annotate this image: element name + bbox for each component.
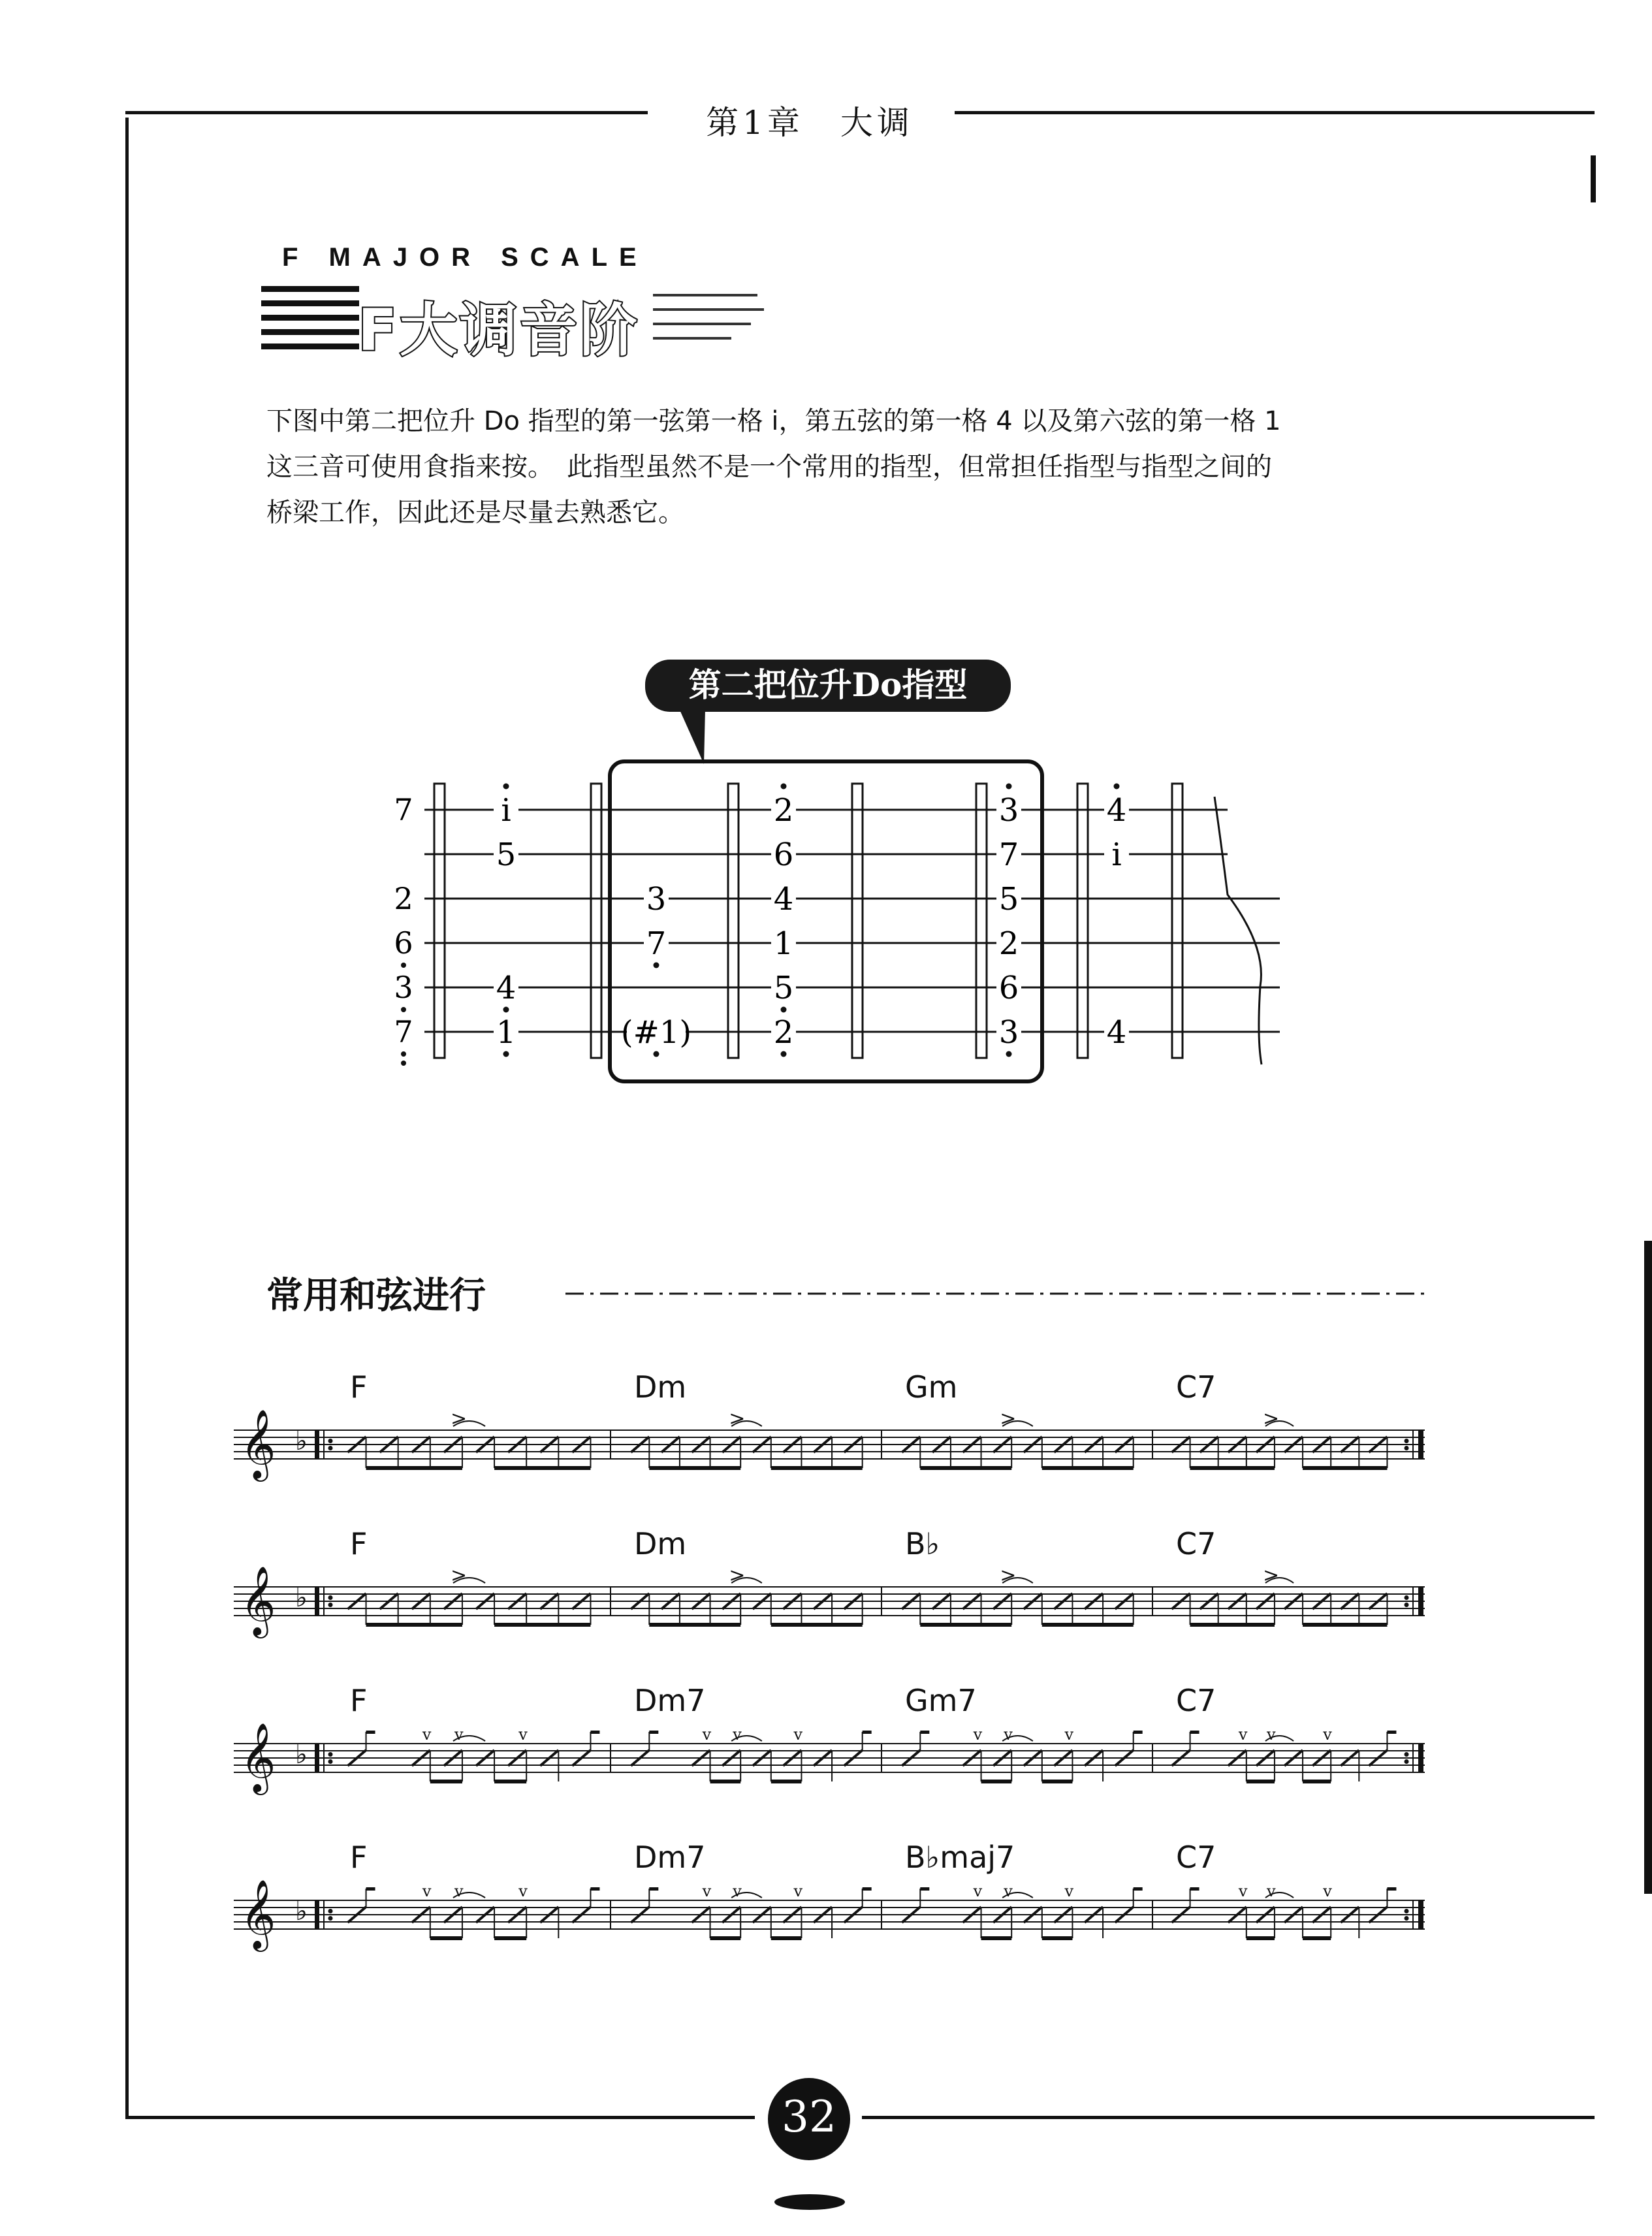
repeat-thick-bar (1418, 1430, 1423, 1459)
chord-symbol: Dm (634, 1526, 687, 1561)
beam (771, 1466, 863, 1470)
footer-rule-right (862, 2116, 1595, 2119)
flag (366, 1731, 375, 1734)
fret-note: 3 (998, 792, 1019, 829)
key-signature-flat: ♭ (295, 1740, 308, 1770)
beam (1303, 1623, 1387, 1627)
low-octave-dot (503, 1007, 509, 1013)
beam (1303, 1780, 1331, 1783)
beam (981, 1936, 1012, 1940)
repeat-dot (328, 1759, 333, 1764)
high-octave-dot (503, 784, 509, 790)
chord-symbol: C7 (1176, 1840, 1216, 1875)
low-octave-dot (654, 963, 659, 968)
flag (1134, 1887, 1143, 1891)
chord-symbol: C7 (1176, 1683, 1216, 1718)
low-octave-dot (781, 1051, 787, 1057)
open-string-label: 7 (394, 1014, 413, 1049)
accent-mark: > (450, 1564, 468, 1587)
beam (494, 1936, 526, 1940)
high-octave-dot (1114, 784, 1120, 790)
repeat-dot (328, 1446, 333, 1450)
repeat-dot (328, 1595, 333, 1600)
high-octave-dot (1006, 784, 1012, 790)
flag (1387, 1731, 1396, 1734)
fret-note: 3 (646, 881, 667, 918)
beam (430, 1780, 462, 1783)
fret-note: (#1) (620, 1014, 692, 1051)
flag (863, 1731, 872, 1734)
fret-note: 1 (496, 1014, 516, 1051)
open-string-label: 2 (394, 881, 413, 916)
treble-clef: 𝄞 (240, 1565, 276, 1635)
intro-line-3: 桥梁工作，因此还是尽量去熟悉它。 (266, 498, 684, 528)
beam (1042, 1623, 1134, 1627)
fretboard-edge (1215, 797, 1262, 1064)
repeat-thick-bar (315, 1430, 319, 1459)
fret-note: 7 (998, 837, 1019, 873)
fret-note: 5 (998, 881, 1019, 918)
chord-symbol: Gm7 (905, 1683, 977, 1718)
fret-bar (1077, 784, 1088, 1058)
progressions-title: 常用和弦进行 (266, 1275, 486, 1317)
beam (649, 1466, 740, 1470)
key-signature-flat: ♭ (295, 1583, 308, 1613)
accent-mark: > (1000, 1564, 1017, 1587)
flag (920, 1731, 929, 1734)
beam (649, 1623, 740, 1627)
chapter-title: 第1章 大调 (706, 104, 913, 142)
repeat-dot (1405, 1603, 1409, 1607)
repeat-dot (1405, 1916, 1409, 1921)
upstroke-mark: v (733, 1882, 742, 1900)
chord-symbol: B♭maj7 (905, 1840, 1015, 1875)
open-string-label: 3 (394, 970, 413, 1005)
page-frame-left (125, 118, 129, 2116)
upstroke-mark: v (1323, 1725, 1332, 1744)
upstroke-mark: v (702, 1725, 712, 1744)
beam (1042, 1780, 1073, 1783)
staff-row (234, 1840, 1425, 1952)
low-octave-dot (654, 1051, 659, 1057)
chord-symbol: C7 (1176, 1369, 1216, 1405)
upstroke-mark: v (1238, 1725, 1248, 1744)
chord-symbol: Dm7 (634, 1840, 706, 1875)
fret-bar (852, 784, 863, 1058)
progression-staves (222, 1358, 1450, 1985)
repeat-dot (1405, 1446, 1409, 1450)
fret-note: i (1111, 837, 1122, 873)
treble-clef: 𝄞 (240, 1879, 276, 1949)
header-rule-left (125, 111, 648, 114)
accent-mark: > (729, 1407, 746, 1430)
fret-note: 2 (773, 792, 794, 829)
page-number-shadow (774, 2194, 845, 2210)
upstroke-mark: v (702, 1882, 712, 1900)
flag (1387, 1887, 1396, 1891)
repeat-thick-bar (315, 1900, 319, 1929)
fret-note: 5 (773, 970, 794, 1006)
fret-note: 4 (1106, 1014, 1127, 1051)
upstroke-mark: v (422, 1882, 432, 1900)
fret-note: 2 (998, 925, 1019, 962)
fret-note: 1 (773, 925, 794, 962)
upstroke-mark: v (793, 1725, 802, 1744)
callout-label: 第二把位升Do指型 (688, 665, 968, 704)
open-string-label: 7 (394, 792, 413, 827)
beam (1247, 1780, 1275, 1783)
upstroke-mark: v (1064, 1882, 1073, 1900)
footer-rule-left (125, 2116, 755, 2119)
fret-note: 3 (998, 1014, 1019, 1051)
beam (771, 1936, 802, 1940)
fret-note: 6 (998, 970, 1019, 1006)
upstroke-mark: v (973, 1725, 983, 1744)
flag (1190, 1887, 1199, 1891)
repeat-dot (328, 1916, 333, 1921)
fret-bar (976, 784, 987, 1058)
beam (710, 1780, 741, 1783)
beam (1190, 1623, 1275, 1627)
beam (366, 1466, 462, 1470)
header-rule-right (955, 111, 1595, 114)
section-title: F大调音阶 (358, 296, 641, 364)
low-octave-dot (401, 963, 406, 968)
chord-symbol: F (350, 1526, 368, 1561)
beam (366, 1623, 462, 1627)
beam (1190, 1466, 1275, 1470)
repeat-dot (1405, 1439, 1409, 1443)
low-octave-dot (401, 1061, 406, 1066)
upstroke-mark: v (1004, 1882, 1013, 1900)
flag (366, 1887, 375, 1891)
accent-mark: > (450, 1407, 468, 1430)
low-octave-dot (503, 1051, 509, 1057)
fret-bar (434, 784, 445, 1058)
low-octave-dot (401, 1051, 406, 1057)
beam (494, 1780, 526, 1783)
fret-note: 7 (646, 925, 667, 962)
repeat-thick-bar (1418, 1900, 1423, 1929)
upstroke-mark: v (422, 1725, 432, 1744)
staff-row (234, 1683, 1425, 1795)
repeat-dot (328, 1439, 333, 1443)
chord-symbol: Dm (634, 1369, 687, 1405)
upstroke-mark: v (518, 1882, 528, 1900)
upstroke-mark: v (454, 1725, 464, 1744)
flag (649, 1887, 658, 1891)
chord-symbol: Dm7 (634, 1683, 706, 1718)
repeat-dot (1405, 1752, 1409, 1757)
beam (494, 1466, 590, 1470)
repeat-dot (1405, 1759, 1409, 1764)
beam (981, 1780, 1012, 1783)
page-number: 32 (768, 2078, 850, 2160)
beam (1247, 1936, 1275, 1940)
accent-mark: > (1262, 1564, 1280, 1587)
upstroke-mark: v (518, 1725, 528, 1744)
title-dash-rule (565, 1290, 1427, 1297)
upstroke-mark: v (1266, 1725, 1276, 1744)
intro-line-1: 下图中第二把位升 Do 指型的第一弦第一格 i，第五弦的第一格 4 以及第六弦的第一格 1 (266, 406, 1281, 436)
intro-paragraph (266, 398, 1429, 535)
fret-note: i (501, 792, 511, 829)
flag (649, 1731, 658, 1734)
beam (771, 1780, 802, 1783)
repeat-dot (1405, 1595, 1409, 1600)
chord-symbol: C7 (1176, 1526, 1216, 1561)
beam (430, 1936, 462, 1940)
beam (920, 1623, 1011, 1627)
high-octave-dot (781, 784, 787, 790)
beam (710, 1936, 741, 1940)
chord-symbol: F (350, 1840, 368, 1875)
fret-bar (728, 784, 739, 1058)
upstroke-mark: v (733, 1725, 742, 1744)
flag (590, 1731, 599, 1734)
flag (1134, 1731, 1143, 1734)
repeat-dot (1405, 1909, 1409, 1913)
repeat-dot (328, 1752, 333, 1757)
upstroke-mark: v (793, 1882, 802, 1900)
upstroke-mark: v (454, 1882, 464, 1900)
staff-row (234, 1526, 1425, 1638)
upstroke-mark: v (1004, 1725, 1013, 1744)
fret-note: 4 (1106, 792, 1127, 829)
chapter-side-mark (1591, 155, 1596, 202)
callout-pointer (679, 709, 705, 764)
flag (1190, 1731, 1199, 1734)
fret-note: 2 (773, 1014, 794, 1051)
fret-note: 5 (496, 837, 516, 873)
accent-mark: > (1262, 1407, 1280, 1430)
low-octave-dot (781, 1007, 787, 1013)
flag (920, 1887, 929, 1891)
beam (1042, 1466, 1134, 1470)
accent-mark: > (1000, 1407, 1017, 1430)
fretboard-diagram (366, 647, 1306, 1104)
treble-clef: 𝄞 (240, 1722, 276, 1792)
upstroke-mark: v (1323, 1882, 1332, 1900)
chord-symbol: F (350, 1683, 368, 1718)
repeat-dot (328, 1909, 333, 1913)
fret-note: 4 (496, 970, 516, 1006)
beam (1303, 1466, 1387, 1470)
repeat-thick-bar (315, 1587, 319, 1616)
chord-symbol: F (350, 1369, 368, 1405)
fret-note: 4 (773, 881, 794, 918)
beam (771, 1623, 863, 1627)
open-string-label: 6 (394, 925, 413, 961)
beam (1303, 1936, 1331, 1940)
fret-note: 6 (773, 837, 794, 873)
beam (920, 1466, 1011, 1470)
repeat-thick-bar (1418, 1744, 1423, 1772)
low-octave-dot (401, 1007, 406, 1012)
upstroke-mark: v (1064, 1725, 1073, 1744)
fret-bar (1172, 784, 1183, 1058)
chord-symbol: Gm (905, 1369, 958, 1405)
beam (494, 1623, 590, 1627)
flag (590, 1887, 599, 1891)
beam (1042, 1936, 1073, 1940)
upstroke-mark: v (1238, 1882, 1248, 1900)
chord-symbol: B♭ (905, 1526, 940, 1561)
accent-mark: > (729, 1564, 746, 1587)
fret-bar (591, 784, 601, 1058)
flag (863, 1887, 872, 1891)
key-signature-flat: ♭ (295, 1896, 308, 1926)
key-signature-flat: ♭ (295, 1426, 308, 1456)
intro-line-2: 这三音可使用食指来按。 此指型虽然不是一个常用的指型，但常担任指型与指型之间的 (266, 452, 1272, 482)
section-subtitle: F MAJOR SCALE (282, 243, 648, 272)
repeat-thick-bar (1418, 1587, 1423, 1616)
page-edge-shadow (1644, 1241, 1652, 1894)
staff-row (234, 1369, 1425, 1482)
low-octave-dot (1006, 1051, 1012, 1057)
repeat-thick-bar (315, 1744, 319, 1772)
upstroke-mark: v (973, 1882, 983, 1900)
treble-clef: 𝄞 (240, 1409, 276, 1478)
repeat-dot (328, 1603, 333, 1607)
upstroke-mark: v (1266, 1882, 1276, 1900)
